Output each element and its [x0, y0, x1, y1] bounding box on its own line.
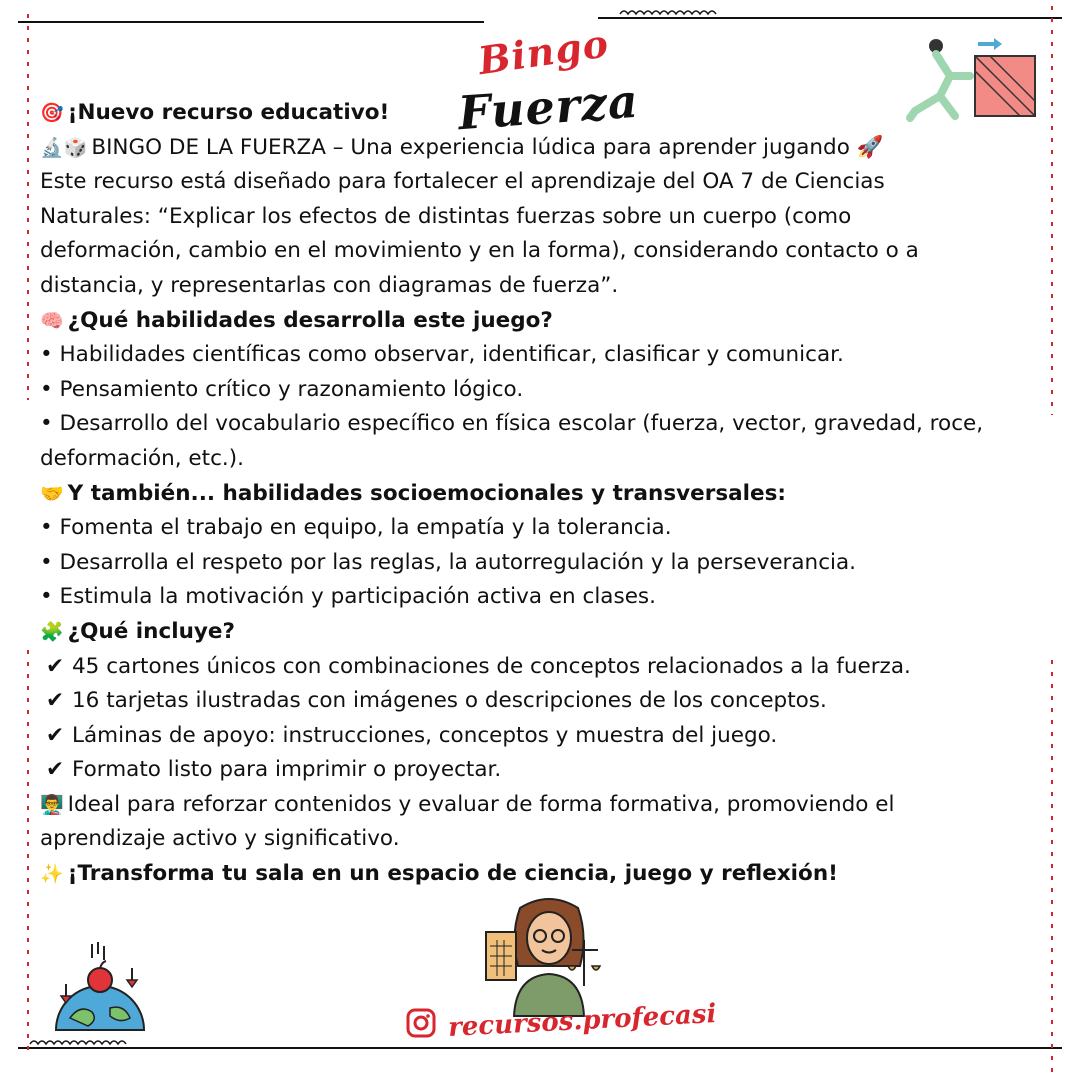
- line-text: Ideal para reforzar contenidos y evaluar de forma formativa, promoviendo el: [67, 791, 895, 817]
- line-text: • Fomenta el trabajo en equipo, la empatía y la tolerancia.: [40, 515, 672, 541]
- teacher-icon: 👨‍🏫: [40, 793, 64, 816]
- sparkles-icon: ✨: [40, 863, 64, 886]
- heading-socioemotional: [40, 477, 1070, 512]
- line-text: ¡Transforma tu sala en un espacio de ciencia, juego y reflexión!: [67, 861, 838, 887]
- list-item: [40, 580, 1070, 615]
- checkmark-icon: ✔: [46, 722, 65, 748]
- teacher-illustration: [484, 896, 614, 1018]
- title-bingo: Bingo: [475, 20, 612, 84]
- checkmark-icon: ✔: [46, 688, 65, 714]
- heading-skills: [40, 304, 1070, 339]
- content: [40, 96, 1070, 892]
- line-description-1: [40, 165, 1070, 200]
- target-icon: 🎯: [40, 102, 64, 124]
- line-text: Formato listo para imprimir o proyectar.: [72, 757, 502, 783]
- line-text: ¿Qué incluye?: [67, 618, 235, 644]
- list-item: [40, 684, 1070, 719]
- line-new-resource: [40, 96, 1070, 131]
- checkmark-icon: ✔: [46, 653, 65, 679]
- line-text: 16 tarjetas ilustradas con imágenes o descripciones de los conceptos.: [72, 688, 827, 714]
- brain-icon: 🧠: [40, 309, 64, 332]
- list-item: [40, 753, 1070, 788]
- line-text: BINGO DE LA FUERZA – Una experiencia lúdica para aprender jugando 🚀: [91, 134, 884, 160]
- checkmark-icon: ✔: [46, 757, 65, 783]
- list-item: [40, 650, 1070, 685]
- list-item: [40, 546, 1070, 581]
- list-item: [40, 373, 1070, 408]
- list-item: [40, 719, 1070, 754]
- title-fuerza: Fuerza: [456, 73, 641, 141]
- line-description-4: [40, 269, 1070, 304]
- heading-includes: [40, 615, 1070, 650]
- closing-line: [40, 857, 1070, 892]
- line-ideal-continuation: [40, 822, 1070, 857]
- line-text: aprendizaje activo y significativo.: [40, 826, 400, 852]
- line-text: 45 cartones únicos con combinaciones de conceptos relacionados a la fuerza.: [72, 653, 911, 679]
- line-text: Este recurso está diseñado para fortalecer el aprendizaje del OA 7 de Ciencias: [40, 169, 885, 195]
- microscope-dice-icon: 🔬🎲: [40, 136, 88, 159]
- line-description-3: [40, 234, 1070, 269]
- line-text: • Habilidades científicas como observar, identificar, clasificar y comunicar.: [40, 342, 844, 368]
- line-text: deformación, etc.).: [40, 445, 244, 471]
- instagram-handle[interactable]: recursos.profecasi: [447, 998, 718, 1044]
- gravity-earth-apple-illustration: [52, 940, 148, 1036]
- puzzle-icon: 🧩: [40, 620, 64, 643]
- list-item: [40, 407, 1070, 442]
- line-description-2: [40, 200, 1070, 235]
- line-text: • Desarrolla el respeto por las reglas, la autorregulación y la perseverancia.: [40, 549, 856, 575]
- line-text: • Pensamiento crítico y razonamiento lógico.: [40, 376, 524, 402]
- handshake-icon: 🤝: [40, 482, 64, 505]
- line-ideal: [40, 788, 1070, 823]
- line-text: distancia, y representarlas con diagramas de fuerza”.: [40, 272, 619, 298]
- list-item-continuation: [40, 442, 1070, 477]
- line-text: • Estimula la motivación y participación activa en clases.: [40, 584, 656, 610]
- line-text: Láminas de apoyo: instrucciones, conceptos y muestra del juego.: [72, 722, 778, 748]
- line-bingo-intro: [40, 131, 1070, 166]
- line-text: ¿Qué habilidades desarrolla este juego?: [67, 307, 553, 333]
- line-text: • Desarrollo del vocabulario específico en física escolar (fuerza, vector, gravedad, roce,: [40, 411, 984, 437]
- line-text: Naturales: “Explicar los efectos de distintas fuerzas sobre un cuerpo (como: [40, 203, 852, 229]
- instagram-icon: [406, 1008, 436, 1038]
- list-item: [40, 338, 1070, 373]
- line-text: ¡Nuevo recurso educativo!: [67, 100, 390, 125]
- line-text: deformación, cambio en el movimiento y en la forma), considerando contacto o a: [40, 238, 919, 264]
- list-item: [40, 511, 1070, 546]
- line-text: Y también... habilidades socioemocionales y transversales:: [67, 480, 787, 506]
